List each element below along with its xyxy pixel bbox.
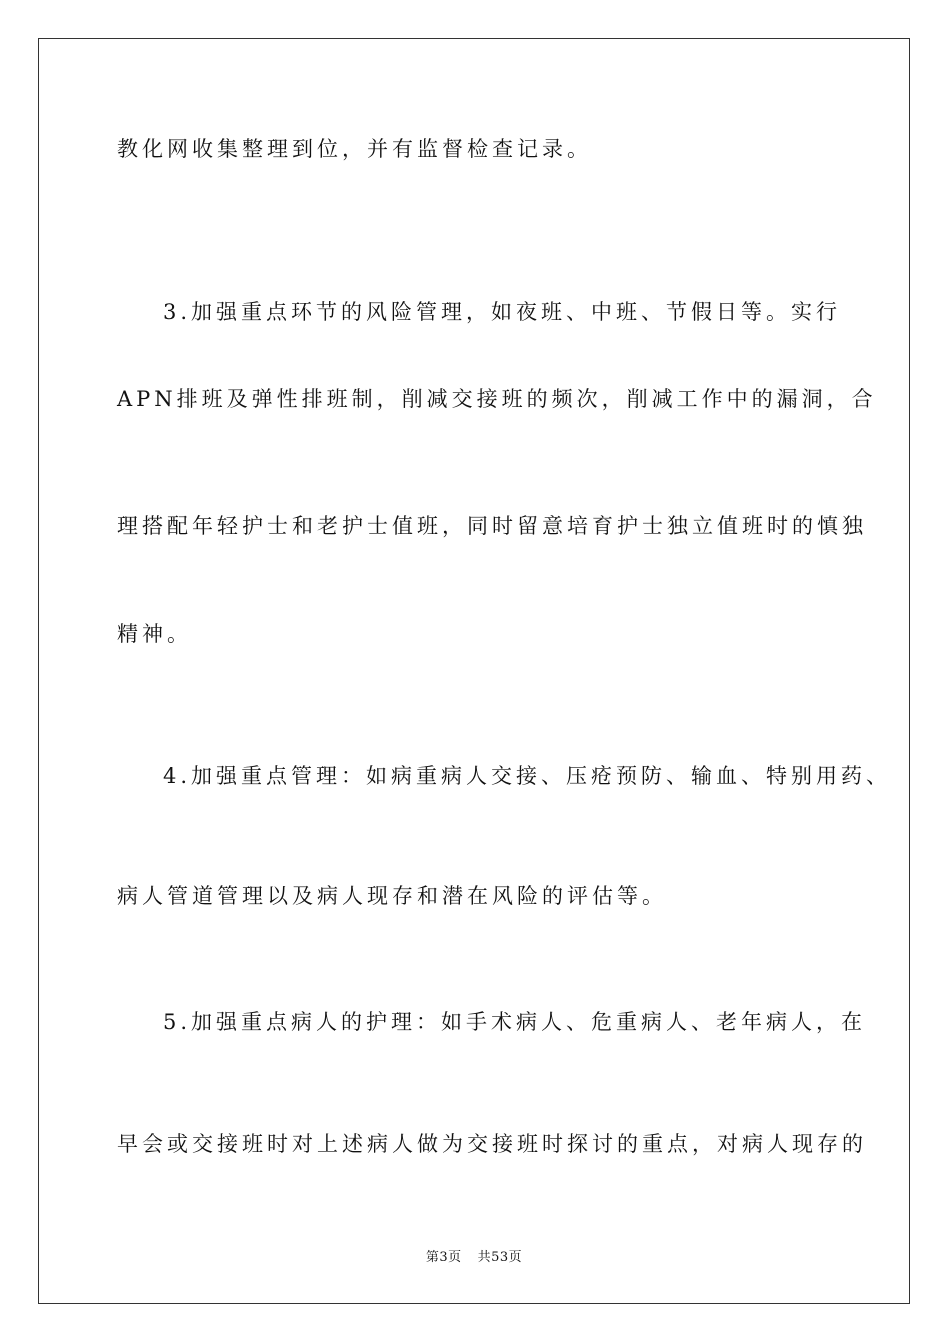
text-line: 3.加强重点环节的风险管理，如夜班、中班、节假日等。实行 [163,300,842,324]
page-frame [38,38,910,1304]
text-line: 4.加强重点管理：如病重病人交接、压疮预防、输血、特别用药、 [163,764,892,788]
text-line: 精神。 [117,622,192,646]
text-line: 教化网收集整理到位，并有监督检查记录。 [117,137,592,161]
page-footer [39,1249,909,1267]
total-pages-indicator: 共53页 [477,1250,523,1265]
text-line: 5.加强重点病人的护理：如手术病人、危重病人、老年病人，在 [163,1010,867,1034]
text-line: 早会或交接班时对上述病人做为交接班时探讨的重点，对病人现存的 [117,1132,867,1156]
text-line: 病人管道管理以及病人现存和潜在风险的评估等。 [117,884,667,908]
current-page-indicator: 第3页 [425,1250,462,1265]
text-line: 理搭配年轻护士和老护士值班，同时留意培育护士独立值班时的慎独 [117,514,867,538]
text-line: APN排班及弹性排班制，削减交接班的频次，削减工作中的漏洞，合 [117,387,877,411]
